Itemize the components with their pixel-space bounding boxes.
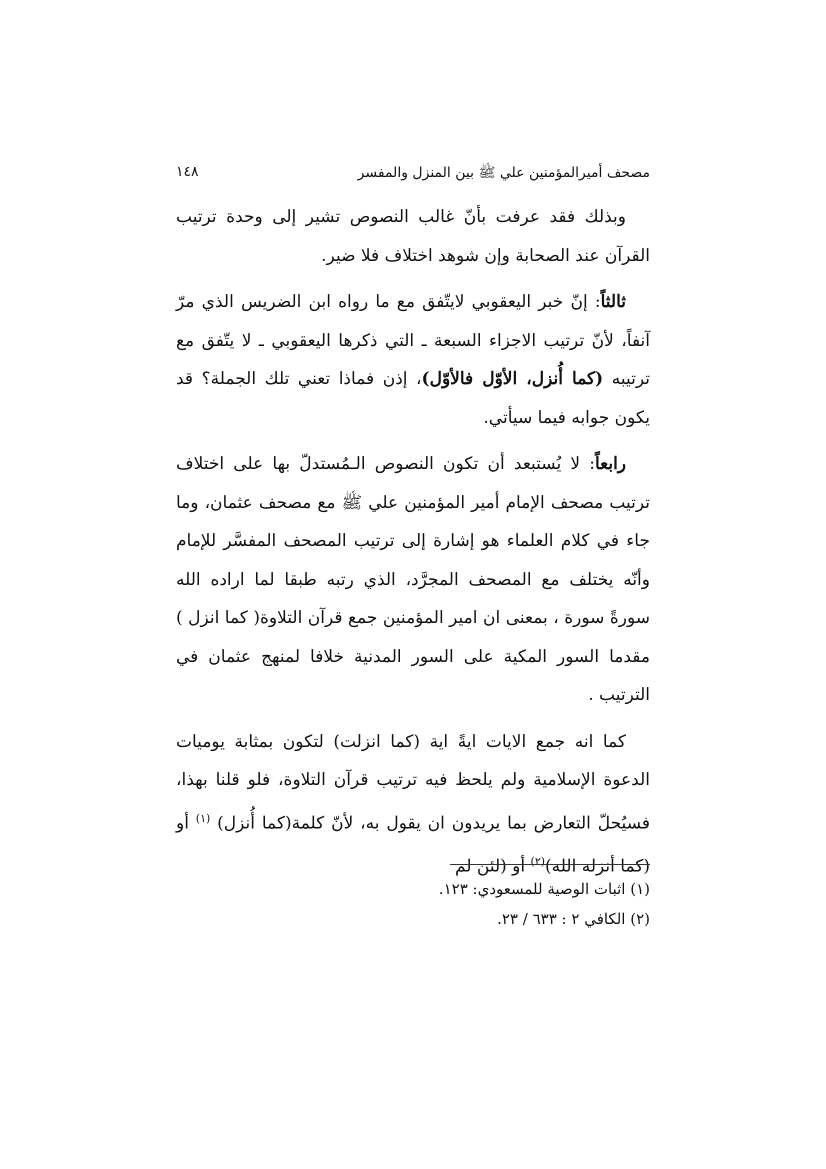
paragraph-2-text-b: ، إذن فماذا تعني تلك الجملة؟ قد يكون جوابه فيما سيأتي. [176,369,650,428]
footnote-divider [450,864,650,865]
footnote-ref-1[interactable]: (١) [195,811,211,825]
footnote-2: (٢) الكافي ٢ : ٦٣٣ / ٢٣. [497,910,650,928]
running-title: مصحف أميرالمؤمنين علي ﷺ بين المنزل والمفسر [357,165,650,181]
paragraph-2 [176,283,650,437]
paragraph-4-text-b: أو (كما أنزله الله) [176,813,650,877]
paragraph-2-text-a: : إنّ خبر اليعقوبي لايتّفق مع ما رواه ابن الضريس الذي مرّ آنفاً، لأنّ ترتيب الاجزاء السبعة ـ التي ذكرها اليعقوبي ـ لا يتّفق مع ترتيبه [176,292,650,389]
page-number: ١٤٨ [176,164,199,180]
paragraph-1-text: وبذلك فقد عرفت بأنّ غالب النصوص تشير إلى وحدة ترتيب القرآن عند الصحابة وإن شوهد اختلاف فلا ضير. [176,207,650,266]
footnotes [176,874,650,934]
running-header [176,164,650,188]
paragraph-4-text-a: كما انه جمع الايات ايةً اية (كما انزلت) لتكون بمثابة يوميات الدعوة الإسلامية ولم يلحظ فيه ترتيب قرآن التلاوة، فلو قلنا بهذا، فسيُحلّ التعارض بما يريدون ان يقول به، لأنّ كلمة(كما أُنزل) [176,731,650,834]
footnote-1: (١) اثبات الوصية للمسعودي: ١٢٣. [438,880,650,898]
paragraph-3-label: رابعاً [594,454,626,474]
paragraph-2-bold-quote: (كما أُنزل، الأوّل فالأوّل) [421,369,604,389]
paragraph-4 [176,723,650,886]
paragraph-2-label: ثالثاً [600,292,626,312]
paragraph-4-text-c: أو (لئن لم [455,856,531,877]
paragraph-3 [176,445,650,715]
main-text [176,198,650,894]
footnote-ref-2[interactable]: (٢) [530,854,546,868]
paragraph-1 [176,198,650,275]
paragraph-3-text: : لا يُستبعد أن تكون النصوص الـمُستدلّ بها على اختلاف ترتيب مصحف الإمام أمير المؤمنين علي ﷺ مع مصحف عثمان، وما جاء في كلام العلماء هو إشارة إلى ترتيب المصحف المفسَّر للإمام وأنّه يختلف مع المصحف المجرَّد، الذي رتبه طبقا لما اراده الله سورةً سورة ، بمعنى ان امير المؤمنين جمع قرآن التلاوة( كما انزل ) مقدما السور المكية على السور المدنية خلافا لمنهج عثمان في الترتيب . [176,454,650,705]
